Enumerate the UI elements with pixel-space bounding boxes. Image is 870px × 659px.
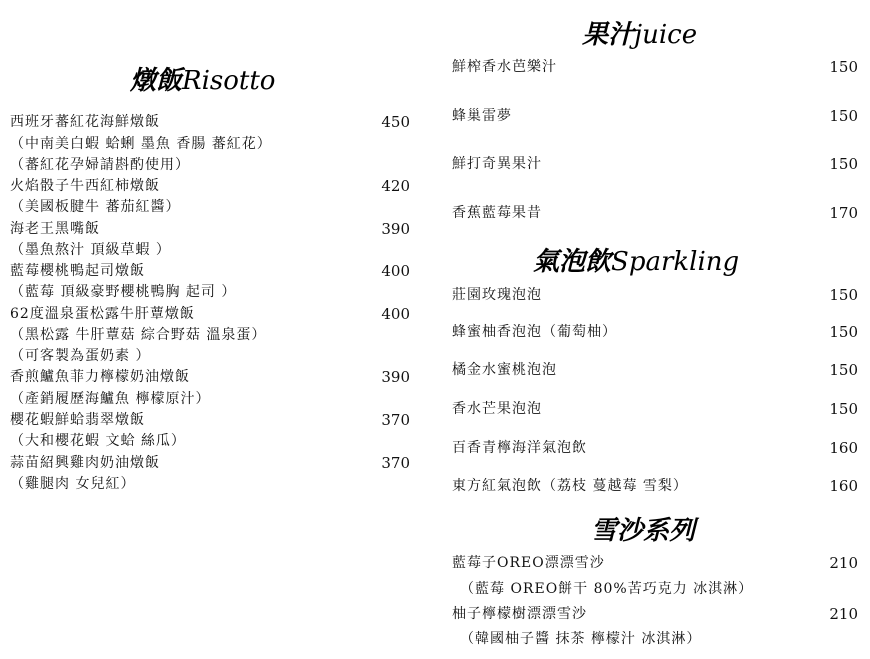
menu-price: 150: [829, 286, 858, 304]
menu-line: 藍莓櫻桃鴨起司燉飯: [10, 263, 145, 279]
menu-line: 橘金水蜜桃泡泡: [452, 362, 557, 378]
menu-line: （中南美白蝦 蛤蜊 墨魚 香腸 蕃紅花）: [10, 136, 272, 152]
menu-price: 420: [381, 177, 410, 195]
menu-line: （可客製為蛋奶素 ）: [10, 348, 151, 364]
risotto-heading-latin: Risotto: [182, 66, 276, 96]
menu-line: 香水芒果泡泡: [452, 401, 542, 417]
menu-price: 150: [829, 400, 858, 418]
menu-line: （黑松露 牛肝蕈菇 綜合野菇 溫泉蛋）: [10, 327, 267, 343]
slush-heading: [591, 516, 695, 546]
menu-line: 東方紅氣泡飲（荔枝 蔓越莓 雪梨）: [452, 478, 688, 494]
menu-price: 210: [829, 605, 858, 623]
menu-line: 鮮打奇異果汁: [452, 156, 542, 172]
menu-line: 百香青檸海洋氣泡飲: [452, 440, 587, 456]
menu-price: 400: [381, 305, 410, 323]
menu-line: 鮮榨香水芭樂汁: [452, 59, 557, 75]
juice-heading: [582, 20, 697, 50]
sparkling-heading-latin: Sparkling: [611, 247, 740, 277]
menu-line: 柚子檸檬樹漂漂雪沙: [452, 606, 587, 622]
menu-line: 火焰骰子牛西紅柿燉飯: [10, 178, 160, 194]
menu-line: （藍莓 OREO餅干 80%苦巧克力 冰淇淋）: [460, 581, 754, 597]
menu-price: 150: [829, 323, 858, 341]
menu-line: （蕃紅花孕婦請斟酌使用）: [10, 157, 190, 173]
menu-price: 170: [829, 204, 858, 222]
menu-line: 香蕉藍莓果昔: [452, 205, 542, 221]
menu-line: （藍莓 頂級豪野櫻桃鴨胸 起司 ）: [10, 284, 237, 300]
juice-heading-latin: juice: [634, 20, 698, 50]
menu-price: 370: [381, 411, 410, 429]
menu-price: 210: [829, 554, 858, 572]
menu-line: 蒜苗紹興雞肉奶油燉飯: [10, 455, 160, 471]
menu-line: 香煎鱸魚菲力檸檬奶油燉飯: [10, 369, 190, 385]
menu-line: （產銷履歷海鱸魚 檸檬原汁）: [10, 391, 211, 407]
menu-price: 150: [829, 107, 858, 125]
risotto-heading-cjk: 燉飯: [130, 66, 183, 96]
menu-line: 櫻花蝦鮮蛤翡翠燉飯: [10, 412, 145, 428]
menu-line: （韓國柚子醬 抹茶 檸檬汁 冰淇淋）: [460, 631, 702, 647]
menu-line: （墨魚熬汁 頂級草蝦 ）: [10, 242, 171, 258]
menu-price: 450: [381, 113, 410, 131]
menu-price: 150: [829, 58, 858, 76]
juice-heading-cjk: 果汁: [582, 20, 635, 50]
menu-line: （美國板腱牛 蕃茄紅醬）: [10, 199, 181, 215]
menu-line: 藍莓子OREO漂漂雪沙: [452, 555, 605, 571]
menu-line: （大和櫻花蝦 文蛤 絲瓜）: [10, 433, 186, 449]
menu-price: 150: [829, 361, 858, 379]
menu-price: 370: [381, 454, 410, 472]
menu-line: 西班牙蕃紅花海鮮燉飯: [10, 114, 160, 130]
sparkling-heading: [533, 247, 739, 277]
menu-line: 莊園玫瑰泡泡: [452, 287, 542, 303]
menu-price: 150: [829, 155, 858, 173]
menu-price: 400: [381, 262, 410, 280]
menu-line: （雞腿肉 女兒紅）: [10, 476, 136, 492]
menu-price: 390: [381, 220, 410, 238]
risotto-heading: [130, 66, 275, 96]
menu-line: 蜂巢雷夢: [452, 108, 512, 124]
menu-line: 62度溫泉蛋松露牛肝蕈燉飯: [10, 306, 195, 322]
sparkling-heading-cjk: 氣泡飲: [533, 247, 612, 277]
menu-price: 390: [381, 368, 410, 386]
menu-line: 海老王黑嘴飯: [10, 221, 100, 237]
menu-line: 蜂蜜柚香泡泡（葡萄柚）: [452, 324, 617, 340]
slush-heading-cjk: 雪沙系列: [591, 516, 696, 546]
menu-price: 160: [829, 439, 858, 457]
menu-price: 160: [829, 477, 858, 495]
